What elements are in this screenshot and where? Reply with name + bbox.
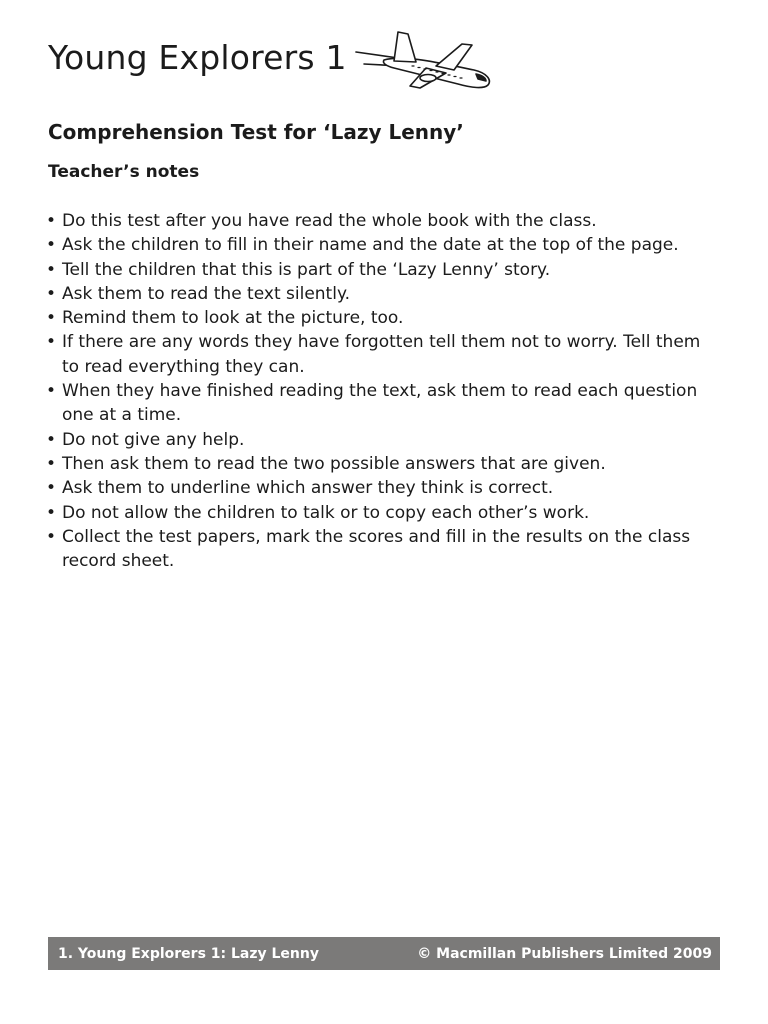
note-text: If there are any words they have forgotten tell them not to worry. Tell them to read everything they can. <box>62 332 701 377</box>
airplane-icon <box>354 28 494 92</box>
bullet-icon: • <box>46 453 57 474</box>
note-text: Ask them to read the text silently. <box>62 283 350 304</box>
teacher-notes-list <box>46 209 718 573</box>
bullet-icon: • <box>46 259 57 280</box>
note-text: Remind them to look at the picture, too. <box>62 308 404 329</box>
footer-bar <box>48 937 720 970</box>
bullet-icon: • <box>46 211 57 231</box>
bullet-icon: • <box>46 235 57 256</box>
note-text: Ask them to underline which answer they think is correct. <box>62 478 554 499</box>
note-item <box>46 233 718 257</box>
note-text: Collect the test papers, mark the scores and fill in the results on the class record sheet. <box>62 526 691 572</box>
note-text: Ask the children to fill in their name and the date at the top of the page. <box>62 235 679 256</box>
bullet-icon: • <box>46 332 57 353</box>
bullet-icon: • <box>46 308 57 329</box>
note-item <box>46 282 718 306</box>
note-item <box>46 379 718 428</box>
bullet-icon: • <box>46 283 57 304</box>
note-text: Do this test after you have read the whole book with the class. <box>62 211 597 231</box>
bullet-icon: • <box>46 526 57 547</box>
note-text: Do not allow the children to talk or to copy each other’s work. <box>62 502 590 523</box>
note-text: When they have finished reading the text, ask them to read each question one at a time. <box>62 381 698 426</box>
footer-copyright: © Macmillan Publishers Limited 2009 <box>417 945 712 962</box>
note-item <box>46 452 718 476</box>
note-item <box>46 501 718 525</box>
section-heading: Teacher’s notes <box>48 162 200 182</box>
bullet-icon: • <box>46 478 57 499</box>
bullet-icon: • <box>46 429 57 450</box>
footer-book-title: 1. Young Explorers 1: Lazy Lenny <box>58 945 319 962</box>
note-item <box>46 209 718 233</box>
note-text: Tell the children that this is part of the ‘Lazy Lenny’ story. <box>62 259 551 280</box>
note-item <box>46 258 718 282</box>
bullet-icon: • <box>46 502 57 523</box>
note-item <box>46 330 718 379</box>
note-item <box>46 476 718 500</box>
test-title: Comprehension Test for ‘Lazy Lenny’ <box>48 120 464 144</box>
bullet-icon: • <box>46 381 57 402</box>
note-item <box>46 525 718 574</box>
note-text: Do not give any help. <box>62 429 245 450</box>
page-title: Young Explorers 1 <box>48 38 347 77</box>
note-text: Then ask them to read the two possible answers that are given. <box>62 453 606 474</box>
note-item <box>46 306 718 330</box>
note-item <box>46 428 718 452</box>
